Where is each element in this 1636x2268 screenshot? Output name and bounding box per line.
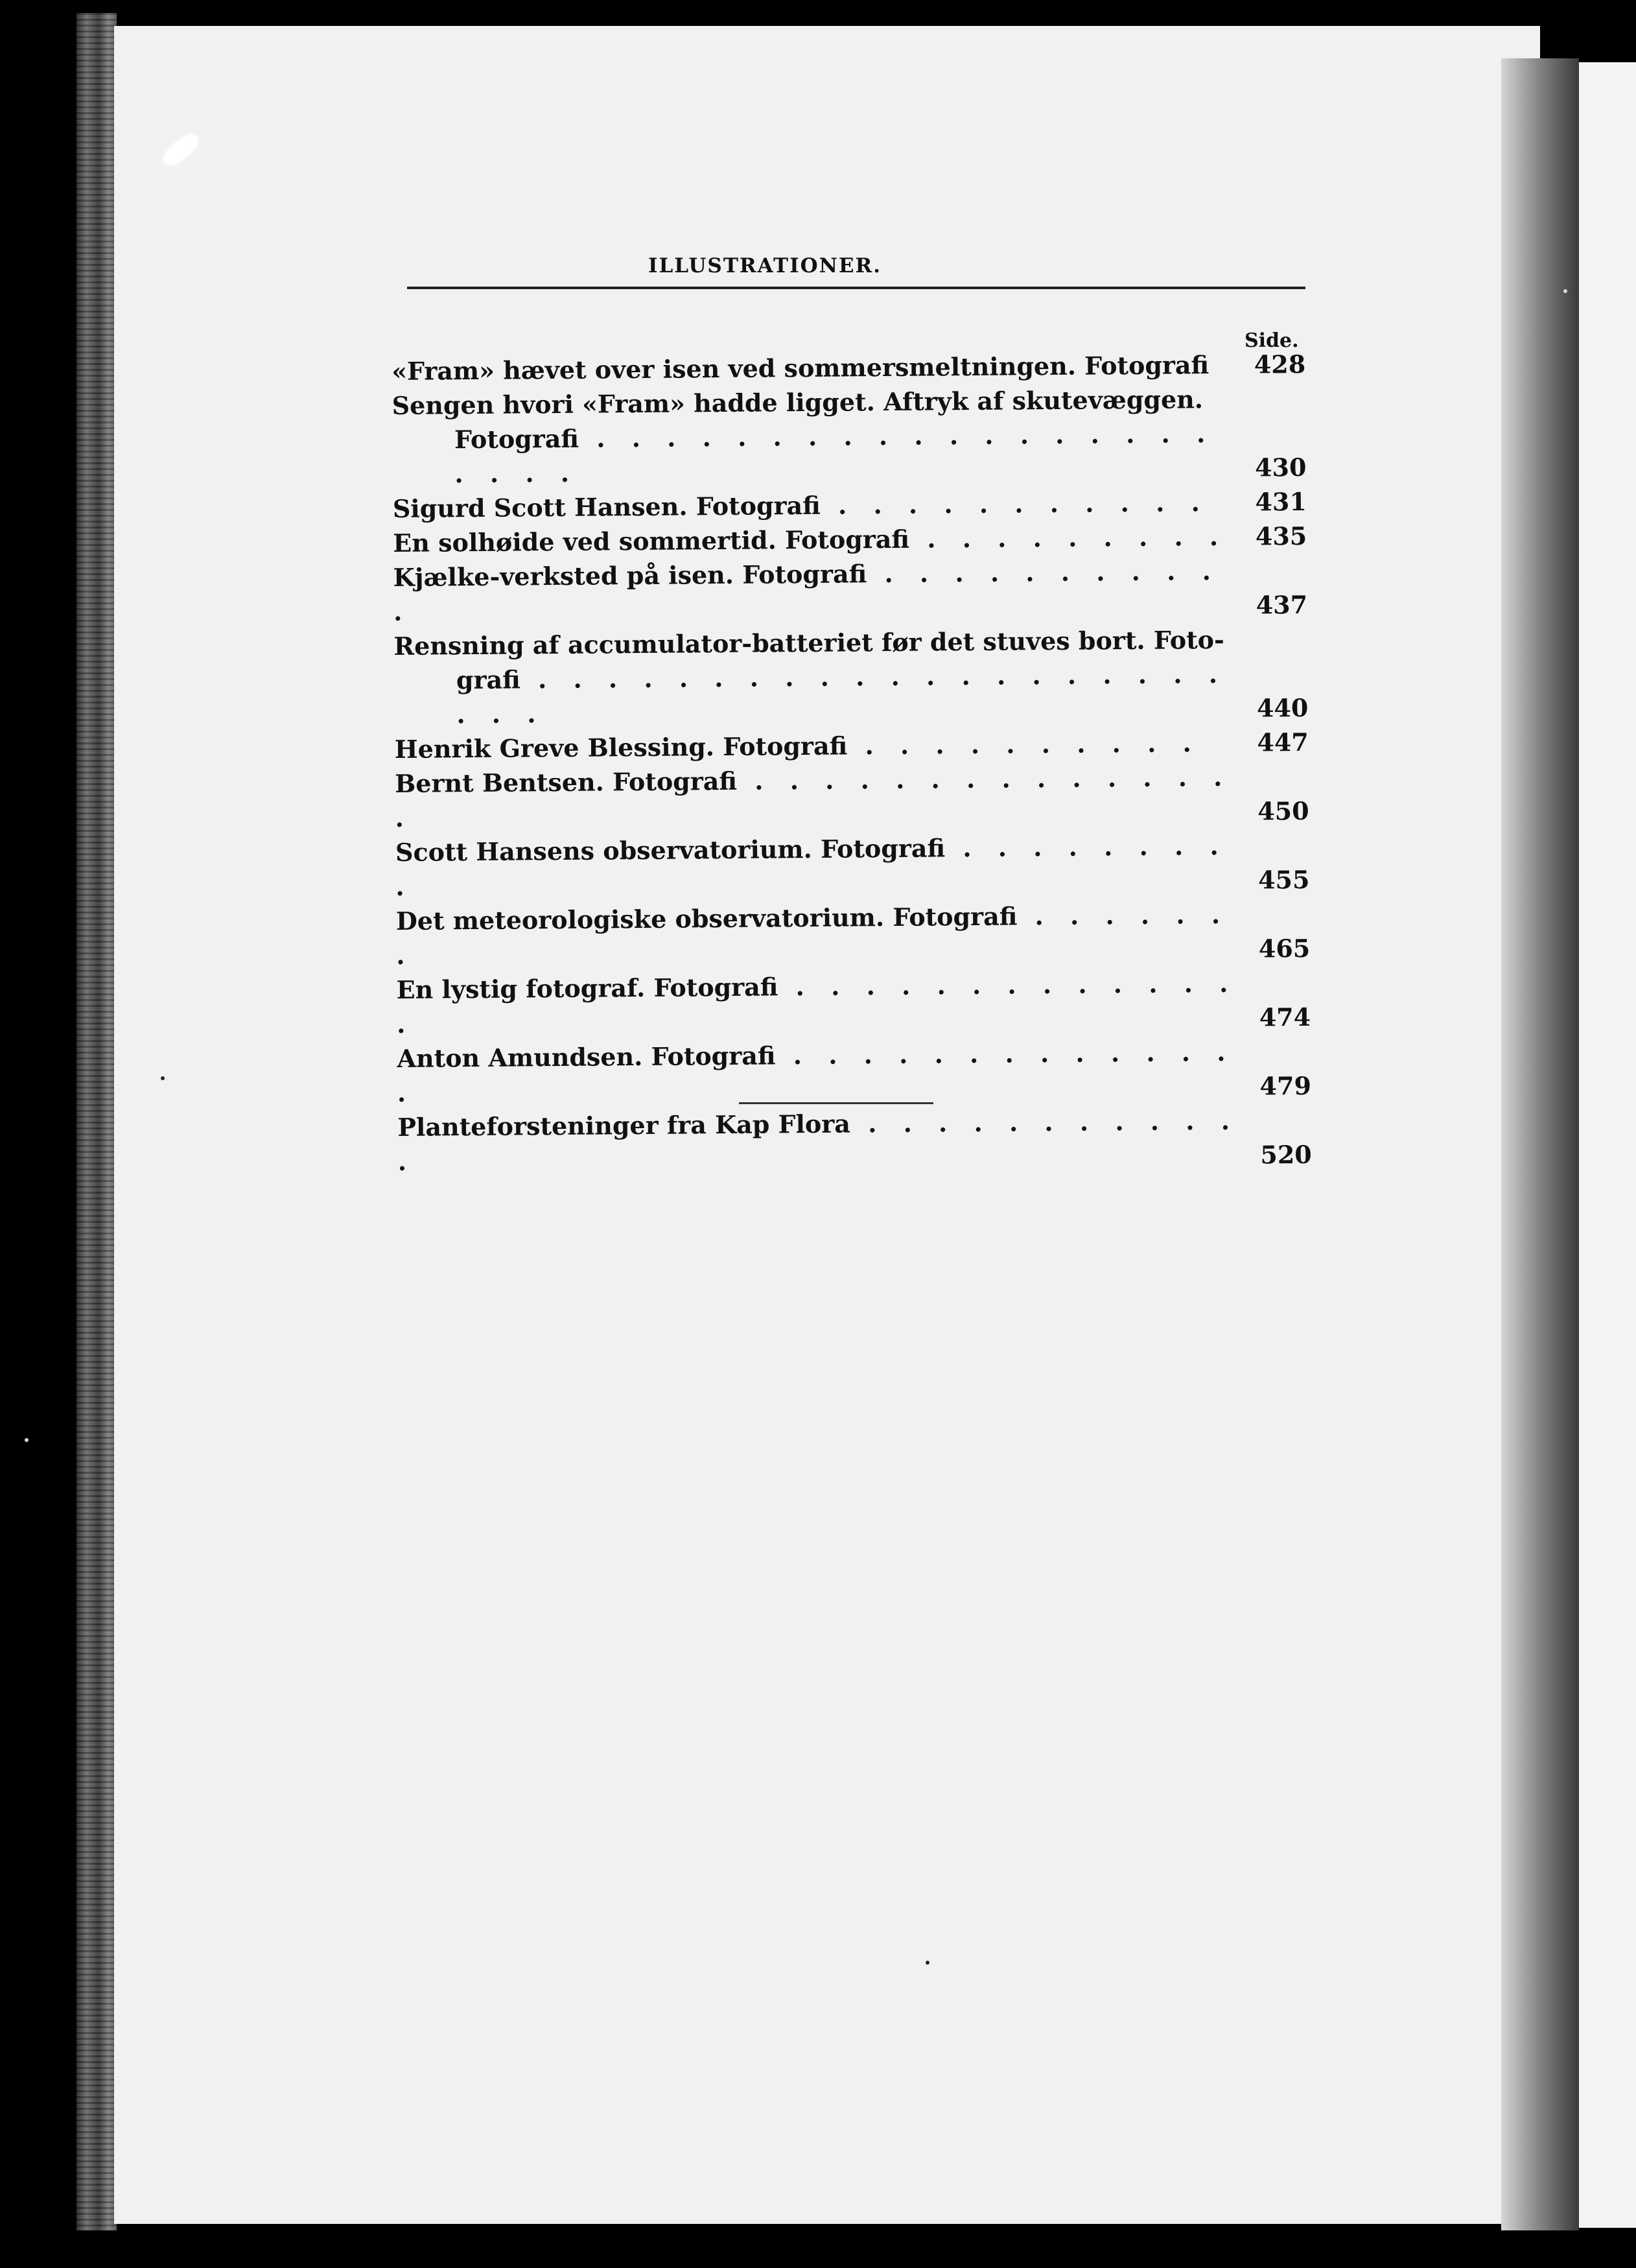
list-item xyxy=(396,965,1311,1041)
entry-page: 447 xyxy=(1257,727,1309,757)
entry-page: 474 xyxy=(1259,1002,1311,1032)
entry-page: 435 xyxy=(1255,521,1307,551)
entry-page: 431 xyxy=(1255,486,1307,517)
entry-title: Bernt Bentsen. Fotografi . . . . . . . . . . . . . . . xyxy=(395,762,1232,833)
entry-continuation: grafi . . . . . . . . . . . . . . . . . . . . . . . xyxy=(456,659,1227,729)
entry-page: 455 xyxy=(1257,864,1310,895)
list-item xyxy=(397,1034,1311,1110)
list-item xyxy=(395,828,1310,904)
list-item xyxy=(393,553,1307,629)
entry-title: Henrik Greve Blessing. Fotografi . . . . . . . . . . xyxy=(394,728,1200,764)
entry-title: Anton Amundsen. Fotografi . . . . . . . . . . . . . . xyxy=(397,1037,1235,1107)
list-item xyxy=(391,381,1306,491)
illustration-list xyxy=(391,347,1312,1179)
entry-page: 479 xyxy=(1259,1070,1312,1101)
entry-page: 465 xyxy=(1258,933,1311,963)
list-item xyxy=(395,759,1309,835)
entry-page: 428 xyxy=(1254,349,1306,379)
entry-title: Scott Hansens observatorium. Fotografi . . . . . . . . . xyxy=(395,831,1228,901)
entry-title: «Fram» hævet over isen ved sommersmeltningen. Fotografi xyxy=(391,350,1209,386)
entry-page: 440 xyxy=(1256,692,1309,723)
page-heading: ILLUSTRATIONER. xyxy=(648,254,882,278)
entry-page: 450 xyxy=(1257,796,1309,826)
scan-speck xyxy=(25,1438,29,1442)
entry-title: Sengen hvori «Fram» hadde ligget. Aftryk af skutevæggen. xyxy=(391,384,1204,420)
entry-page: 437 xyxy=(1256,589,1308,620)
list-item xyxy=(397,1103,1312,1179)
entry-title: Kjælke-verksted på isen. Fotografi . . . . . . . . . . . xyxy=(393,556,1221,626)
scan-speck xyxy=(1563,289,1567,293)
scan-speck xyxy=(926,1961,929,1965)
entry-title: En solhøide ved sommertid. Fotografi . . . . . . . . . xyxy=(393,521,1228,558)
heading-rule xyxy=(407,287,1305,289)
adjacent-page-edge xyxy=(1579,62,1636,2228)
entry-continuation: Fotografi . . . . . . . . . . . . . . . . . . . . . . xyxy=(454,419,1215,489)
entry-title: Det meteorologiske observatorium. Fotografi . . . . . . . xyxy=(395,899,1230,970)
entry-page: 430 xyxy=(1254,452,1307,482)
list-item xyxy=(396,897,1311,973)
page-gutter-shadow xyxy=(1501,58,1579,2230)
scan-speck xyxy=(161,1076,165,1080)
book-spine xyxy=(76,13,117,2230)
entry-title: Sigurd Scott Hansen. Fotografi . . . . . . . . . . . xyxy=(392,488,1209,523)
entry-page: 520 xyxy=(1260,1139,1312,1170)
closing-rule xyxy=(739,1102,933,1104)
entry-title: Planteforsteninger fra Kap Flora . . . . . . . . . . . . xyxy=(397,1105,1239,1176)
entry-title: Rensning af accumulator-batteriet før det stuves bort. Foto- xyxy=(393,624,1224,661)
page-column-label: Side. xyxy=(1245,329,1299,352)
entry-title: En lystig fotograf. Fotografi . . . . . . . . . . . . . . xyxy=(396,968,1237,1039)
list-item xyxy=(393,622,1308,732)
